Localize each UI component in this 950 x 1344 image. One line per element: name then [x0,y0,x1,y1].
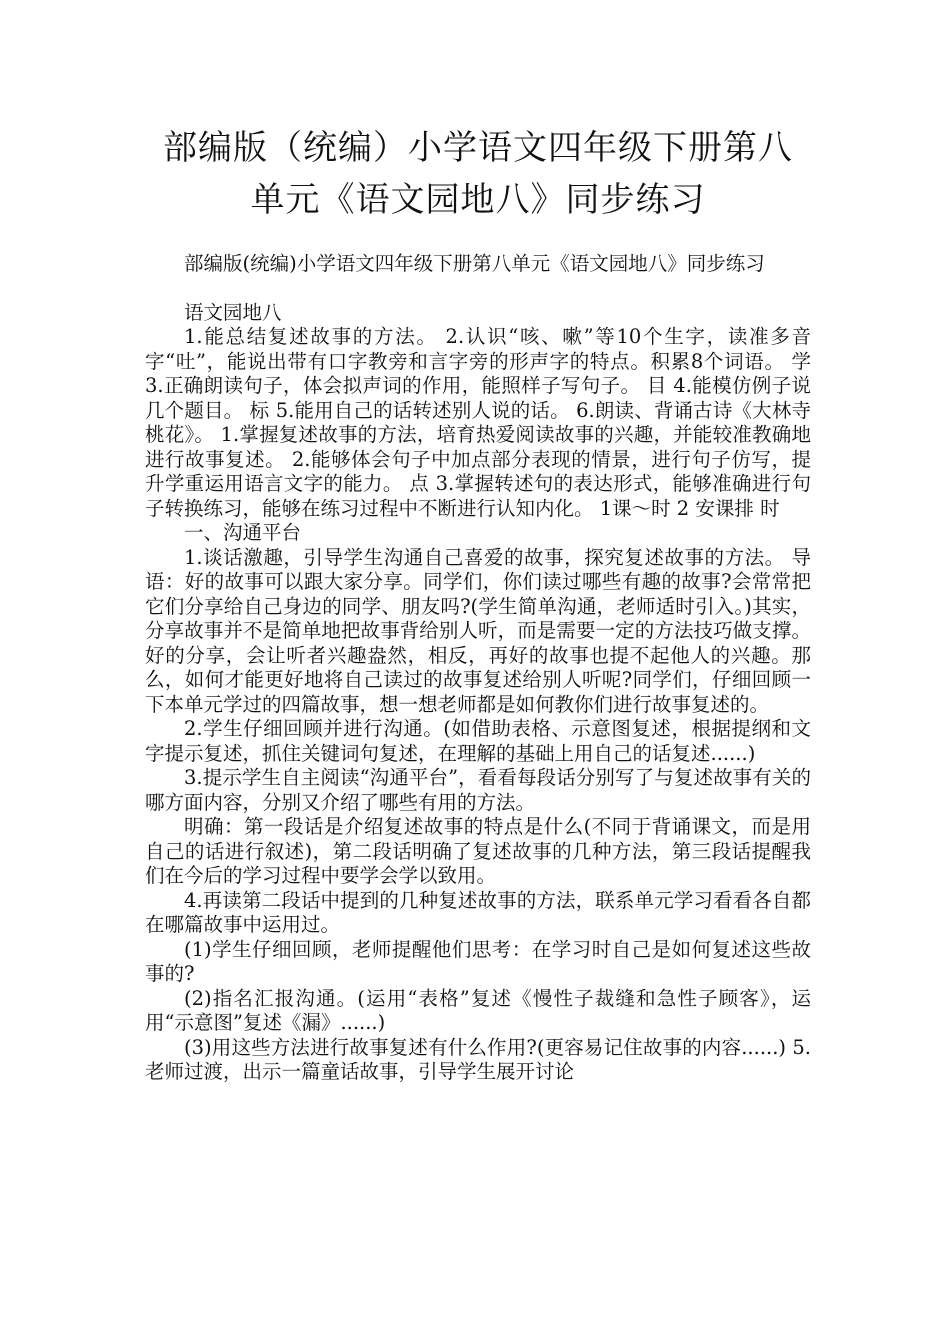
objectives-paragraph: 1.能总结复述故事的方法。 2.认识“咳、嗽”等10个生字，读准多音字“吐”，能说出带有口字教旁和言字旁的形声字的特点。积累8个词语。 学 3.正确朗读句子，体会拟声词的作用，能照样子写句子。 目 4.能模仿例子说几个题目。 标 5.能用自己的话转述别人说的话。 6.朗读、背诵古诗《大林寺桃花》。 1.掌握复述故事的方法，培育热爱阅读故事的兴趣，并能较准教确地进行故事复述。 2.能够体会句子中加点部分表现的情景，进行句子仿写，提升学重运用语言文字的能力。 点 3.掌握转述句的表达形式，能够准确进行句子转换练习，能够在练习过程中不断进行认知内化。 1课～时 2 安课排 时 [145,325,811,520]
spacer [145,277,811,301]
body-paragraph: (1)学生仔细回顾，老师提醒他们思考：在学习时自己是如何复述这些故事的? [145,937,811,985]
section-heading: 语文园地八 [184,300,282,324]
section-heading: 一、沟通平台 [184,521,302,544]
body-paragraph: 3.提示学生自主阅读“沟通平台”，看看每段话分别写了与复述故事有关的哪方面内容，分别又介绍了哪些有用的方法。 [145,766,811,814]
title-line-2: 单元《语文园地八》同步练习 [250,180,706,220]
body-paragraph: 1.谈话激趣，引导学生沟通自己喜爱的故事，探究复述故事的方法。 导语：好的故事可以跟大家分享。同学们，你们读过哪些有趣的故事?会常常把它们分享给自己身边的同学、朋友吗?(学生简单沟通，老师适时引入。)其实，分享故事并不是简单地把故事背给别人听，而是需要一定的方法技巧做支撑。好的分享，会让听者兴趣盎然，相反，再好的故事也提不起他人的兴趣。那么，如何才能更好地将自己读过的故事复述给别人听呢?同学们，仔细回顾一下本单元学过的四篇故事，想一想老师都是如何教你们进行故事复述的。 [145,545,811,716]
document-page [145,122,811,1085]
body-paragraph: (3)用这些方法进行故事复述有什么作用?(更容易记住故事的内容......) 5.老师过渡，出示一篇童话故事，引导学生展开讨论 [145,1035,811,1083]
document-title [145,122,811,226]
body-paragraph: 明确：第一段话是介绍复述故事的特点是什么(不同于背诵课文，而是用自己的话进行叙述)，第二段话明确了复述故事的几种方法，第三段话提醒我们在今后的学习过程中要学会学以致用。 [145,815,811,887]
title-line-1: 部编版（统编）小学语文四年级下册第八 [163,128,793,168]
body-paragraph: 2.学生仔细回顾并进行沟通。(如借助表格、示意图复述，根据提纲和文字提示复述，抓住关键词句复述，在理解的基础上用自己的话复述......) [145,717,811,765]
body-paragraph: (2)指名汇报沟通。(运用“表格”复述《慢性子裁缝和急性子顾客》，运用“示意图”复述《漏》......) [145,986,811,1034]
intro-paragraph: 部编版(统编)小学语文四年级下册第八单元《语文园地八》同步练习 [184,252,765,275]
body-paragraph: 4.再读第二段话中提到的几种复述故事的方法，联系单元学习看看各自都在哪篇故事中运用过。 [145,888,811,936]
